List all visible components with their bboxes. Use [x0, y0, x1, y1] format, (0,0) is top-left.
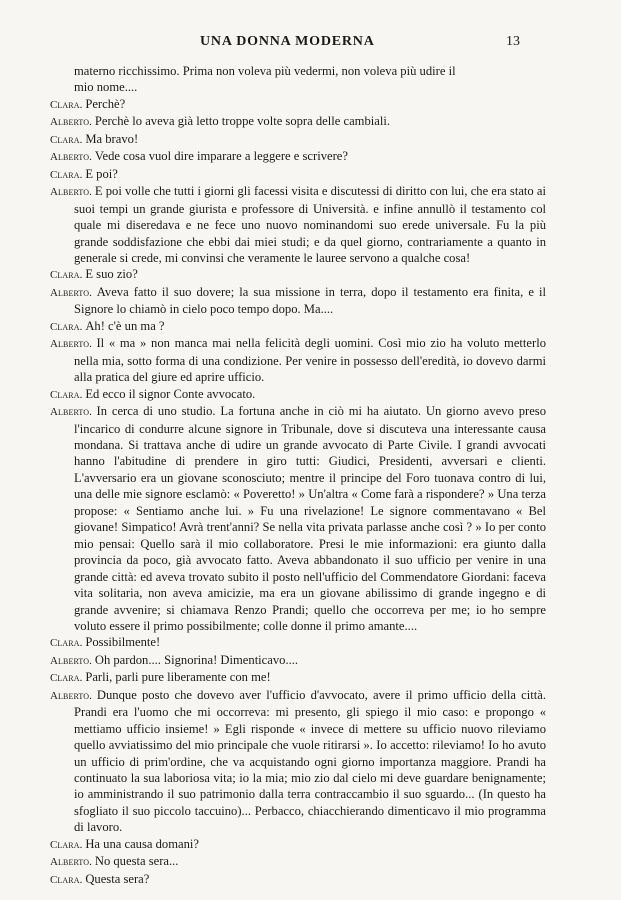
dialogue-text: Perchè lo aveva già letto troppe volte sopra delle cambiali.: [94, 114, 390, 129]
dialogue-entry: [50, 166, 546, 183]
dialogue-text: E poi?: [85, 166, 118, 181]
continued-speech: [50, 63, 546, 96]
speaker-name: Alberto .: [50, 690, 97, 702]
speaker-name: Alberto .: [50, 151, 95, 163]
dialogue-text: Dunque posto che dovevo aver l'ufficio d'avvocato, avere il primo ufficio della città. Prandi era l'uomo che mi occorreva: mi presento, gli spiego il mio caso: e propongo « mettiamo ufficio insieme! » Egli risponde « invece di mettere su ufficio nuovo rileviamo quello avviatissimo del mio principale che vuole ritirarsi ». Io accetto: rileviamo! Io ho avuto un ufficio di prim'ordine, che va acquistando ogni giorno importanza maggiore. Prandi ha continuato la sua laboriosa vita; io la mia; mio zio dal cielo mi deve guardare benignamente; io amministrando il suo patrimonio dalla terra contraccambio il suo sguardo... (In questo ha sfogliato il suo piccolo taccuino)... Perbacco, chiacchierando dimenticavo il mio programma di lavoro.: [74, 687, 546, 835]
page-number: 13: [506, 34, 520, 49]
running-title: UNA DONNA MODERNA: [200, 34, 375, 49]
dialogue-text: Il « ma » non manca mai nella felicità degli uomini. Così mio zio ha voluto metterlo nella mia, sotto forma di una condizione. Per venire in possesso dell'eredità, io dovevo darmi alla pratica del giure ed aprire ufficio.: [74, 336, 547, 385]
speaker-name: Clara .: [50, 389, 85, 401]
speaker-name: Clara .: [50, 839, 85, 851]
dialogue-entry: [50, 183, 546, 266]
dialogue-text: In cerca di uno studio. La fortuna anche in ciò mi ha aiutato. Un giorno avevo preso l'incarico di condurre alcune signore in Tribunale, dove si discuteva una interessante causa mondana. Si trattava anche di udire un grande avvocato di Parte Civile. I grandi avvocati hanno l'abitudine di prendere in giro tutti: Giudici, Presidenti, avversari e clienti. L'avversario era un giovane sconosciuto; mentre il principe del Foro tuonava contro di lui, una delle mie signore esclamò: « Poveretto! » Un'altra « Come farà a rispondere? » Una terza propose: « Sentiamo anche lui. » Fu una rivelazione! Le signore commentavano « Bel giovane! Simpatico! Avrà trent'anni? Se nella vita privata parlasse anche così ? » Io per conto mio pensai: Quello sarà il mio collaboratore. Presi le mie informazioni: era giunto dalla provincia da poco, già avvocato fatto. Aveva abbandonato il suo ufficio per venire in una grande città: ed aveva trovato subito il posto nell'ufficio del Commendatore Giordani: faceva vita solitaria, non aveva amicizie, ma era un giovane abilissimo di grande ingegno e di grande avvenire; si chiamava Renzo Prandi; quello che occorreva per me; io ho sempre voluto essere il primo possibilmente; colle donne il primo amante....: [74, 404, 546, 633]
dialogue-entry: [50, 284, 546, 318]
dialogue-entry: [50, 113, 546, 130]
dialogue-entry: [50, 386, 546, 403]
dialogue-text: E poi volle che tutti i giorni gli facessi visita e discutessi di diritto con lui, che era stato ai suoi tempi un grande giurista e professore di Università. e infine annullò il testamento col quale mi diseredava e ne fece uno nuovo nominandomi suo erede universale. Fu la più grande soddisfazione che ebbi dai miei studi; e da quel giorno, contrariamente a quanto in generale si crede, mi convinsi che veramente le lauree servono a qualche cosa!: [74, 184, 546, 265]
dialogue-entry: [50, 96, 546, 113]
dialogue-text: Vede cosa vuol dire imparare a leggere e scrivere?: [94, 149, 348, 164]
dialogue-entry: [50, 836, 546, 853]
speaker-name: Alberto .: [50, 655, 95, 667]
dialogue-text: Ed ecco il signor Conte avvocato.: [85, 386, 256, 401]
dialogue-entry: [50, 652, 546, 669]
speaker-name: Alberto .: [50, 856, 95, 868]
dialogue-text: Questa sera?: [85, 871, 150, 886]
speaker-name: Clara .: [50, 269, 85, 281]
dialogue-text: Possibilmente!: [85, 635, 161, 650]
speaker-name: Alberto .: [50, 338, 96, 350]
dialogue-entry: [50, 148, 546, 165]
page-header: [0, 34, 621, 54]
dialogue-entry: [50, 335, 546, 385]
speaker-name: Clara .: [50, 874, 85, 886]
speaker-name: Clara .: [50, 169, 85, 181]
speaker-name: Clara .: [50, 99, 85, 111]
speaker-name: Clara .: [50, 672, 85, 684]
play-script: [50, 63, 546, 888]
dialogue-text: E suo zio?: [85, 267, 138, 282]
speaker-name: Alberto .: [50, 287, 97, 299]
dialogue-text: Ha una causa domani?: [85, 836, 199, 851]
dialogue-entry: [50, 131, 546, 148]
continued-line: mio nome....: [74, 80, 138, 95]
speaker-name: Clara .: [50, 134, 85, 146]
dialogue-entry: [50, 687, 546, 836]
dialogue-text: Perchè?: [85, 96, 126, 111]
dialogue-text: Parli, parli pure liberamente con me!: [85, 670, 271, 685]
dialogue-text: Oh pardon.... Signorina! Dimenticavo....: [94, 652, 299, 667]
continued-line: materno ricchissimo. Prima non voleva più vedermi, non voleva più udire il: [74, 64, 456, 78]
speaker-name: Alberto .: [50, 186, 95, 198]
dialogue-text: Ah! c'è un ma ?: [85, 318, 165, 333]
speaker-name: Clara .: [50, 637, 85, 649]
dialogue-entry: [50, 403, 546, 634]
speaker-name: Clara .: [50, 321, 85, 333]
dialogue-entry: [50, 318, 546, 335]
dialogue-entry: [50, 669, 546, 686]
dialogue-text: No questa sera...: [94, 854, 179, 869]
speaker-name: Alberto .: [50, 116, 95, 128]
dialogue-entry: [50, 266, 546, 283]
dialogue-entry: [50, 871, 546, 888]
dialogue-entry: [50, 853, 546, 870]
dialogue-entry: [50, 634, 546, 651]
speaker-name: Alberto .: [50, 406, 97, 418]
dialogue-text: Aveva fatto il suo dovere; la sua missione in terra, dopo il testamento era finita, e il Signore lo chiamò in cielo poco tempo dopo. Ma....: [74, 284, 546, 317]
dialogue-text: Ma bravo!: [85, 131, 139, 146]
